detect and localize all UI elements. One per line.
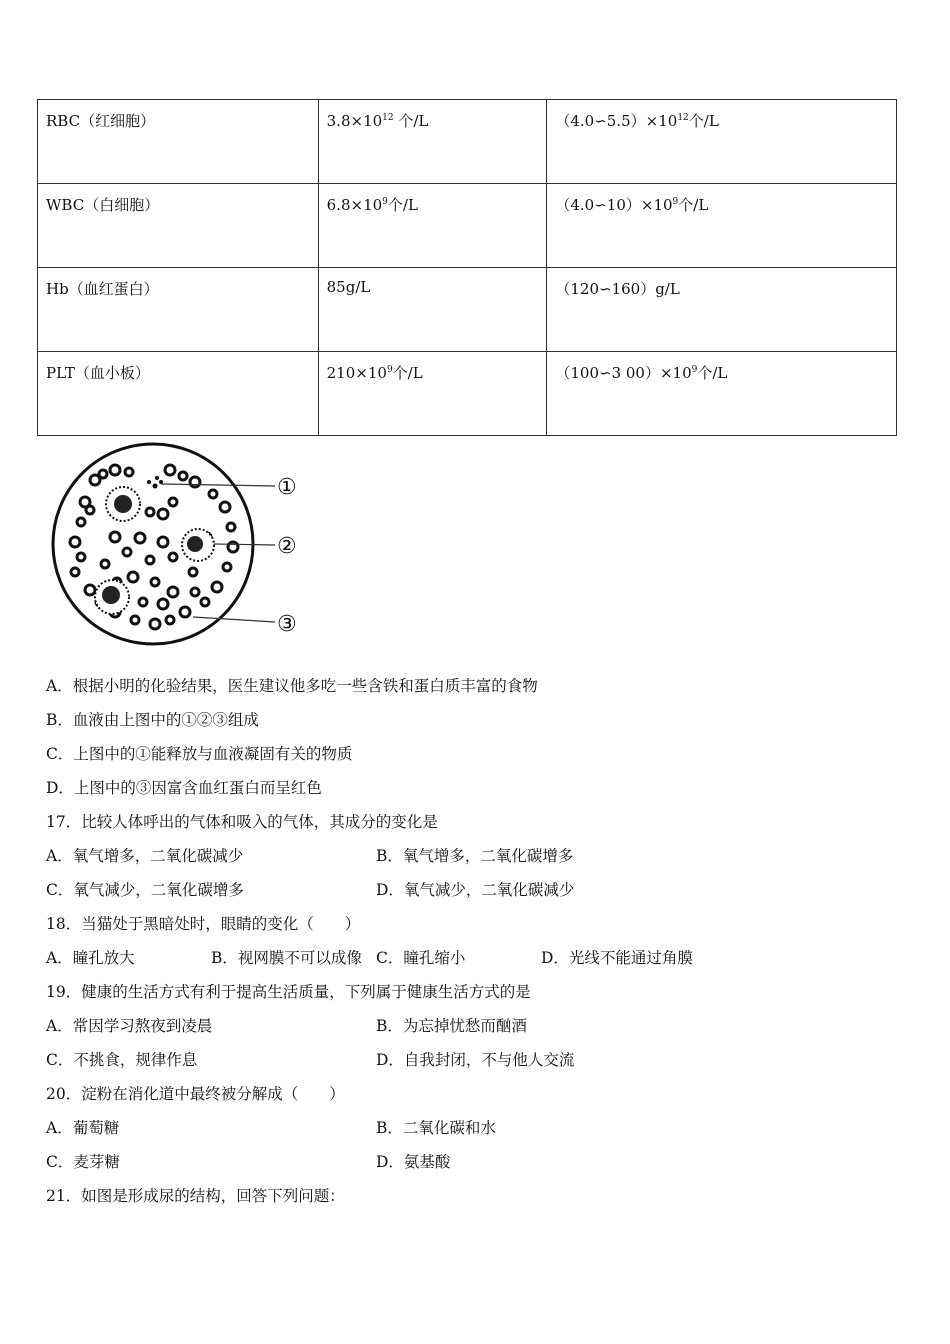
- q18-option-a: A．瞳孔放大: [46, 949, 135, 967]
- q18-option-c: C．瞳孔缩小: [376, 949, 466, 967]
- measured-value-cell: 85g/L: [318, 268, 547, 352]
- item-name-cell: RBC（红细胞）: [38, 100, 319, 184]
- label-markers: [277, 475, 297, 637]
- q16-option-c: C．上图中的①能释放与血液凝固有关的物质: [46, 745, 353, 763]
- q19-option-a: A．常因学习熬夜到凌晨: [46, 1017, 213, 1035]
- q17-option-d: D．氧气减少，二氧化碳减少: [376, 881, 575, 899]
- q17-option-b: B．氧气增多，二氧化碳增多: [376, 847, 574, 865]
- table-row: [38, 352, 897, 436]
- item-name-cell: Hb（血红蛋白）: [38, 268, 319, 352]
- blood-test-table: [37, 99, 897, 436]
- q19-option-c: C．不挑食，规律作息: [46, 1051, 198, 1069]
- q17-option-c: C．氧气减少，二氧化碳增多: [46, 881, 244, 899]
- q20-option-b: B．二氧化碳和水: [376, 1119, 496, 1137]
- reference-range-cell: （120∽160）g/L: [547, 268, 897, 352]
- table-row: [38, 268, 897, 352]
- q19-option-b: B．为忘掉忧愁而酗酒: [376, 1017, 527, 1035]
- q16-option-b: B．血液由上图中的①②③组成: [46, 711, 259, 729]
- reference-range-cell: $(4.0∽5.5)\times 10^{12}$个/L: [547, 100, 897, 184]
- measured-value-cell: $210\times 10^9$个/L: [318, 352, 547, 436]
- table-row: [38, 184, 897, 268]
- blood-smear-diagram: [45, 442, 315, 647]
- q18-option-d: D．光线不能通过角膜: [541, 949, 693, 967]
- q18-stem: 18．当猫处于黑暗处时，眼睛的变化（ ）: [46, 915, 361, 933]
- item-name-cell: WBC（白细胞）: [38, 184, 319, 268]
- q17-option-a: A．氧气增多，二氧化碳减少: [46, 847, 244, 865]
- label-1: ①: [277, 475, 297, 500]
- label-2: ②: [277, 534, 297, 559]
- q20-option-d: D．氨基酸: [376, 1153, 451, 1171]
- q20-option-c: C．麦芽糖: [46, 1153, 120, 1171]
- q16-option-a: A．根据小明的化验结果，医生建议他多吃一些含铁和蛋白质丰富的食物: [46, 677, 538, 695]
- reference-range-cell: $(4.0∽10)\times 10^9$个/L: [547, 184, 897, 268]
- item-name-cell: PLT（血小板）: [38, 352, 319, 436]
- measured-value-cell: $6.8\times 10^9$个/L: [318, 184, 547, 268]
- q20-option-a: A．葡萄糖: [46, 1119, 120, 1137]
- q18-option-b: B．视网膜不可以成像: [211, 949, 362, 967]
- q17-stem: 17．比较人体呼出的气体和吸入的气体，其成分的变化是: [46, 813, 438, 831]
- label-3: ③: [277, 612, 297, 637]
- q20-stem: 20．淀粉在消化道中最终被分解成（ ）: [46, 1085, 345, 1103]
- q19-option-d: D．自我封闭，不与他人交流: [376, 1051, 575, 1069]
- reference-range-cell: （100∽3 $00)\times 10^9$个/L: [547, 352, 897, 436]
- q19-stem: 19．健康的生活方式有利于提高生活质量，下列属于健康生活方式的是: [46, 983, 531, 1001]
- q16-option-d: D．上图中的③因富含血红蛋白而呈红色: [46, 779, 322, 797]
- table-row: [38, 100, 897, 184]
- measured-value-cell: $3.8\times 10^{12}$ 个/L: [318, 100, 547, 184]
- q21-stem: 21．如图是形成尿的结构，回答下列问题：: [46, 1187, 345, 1205]
